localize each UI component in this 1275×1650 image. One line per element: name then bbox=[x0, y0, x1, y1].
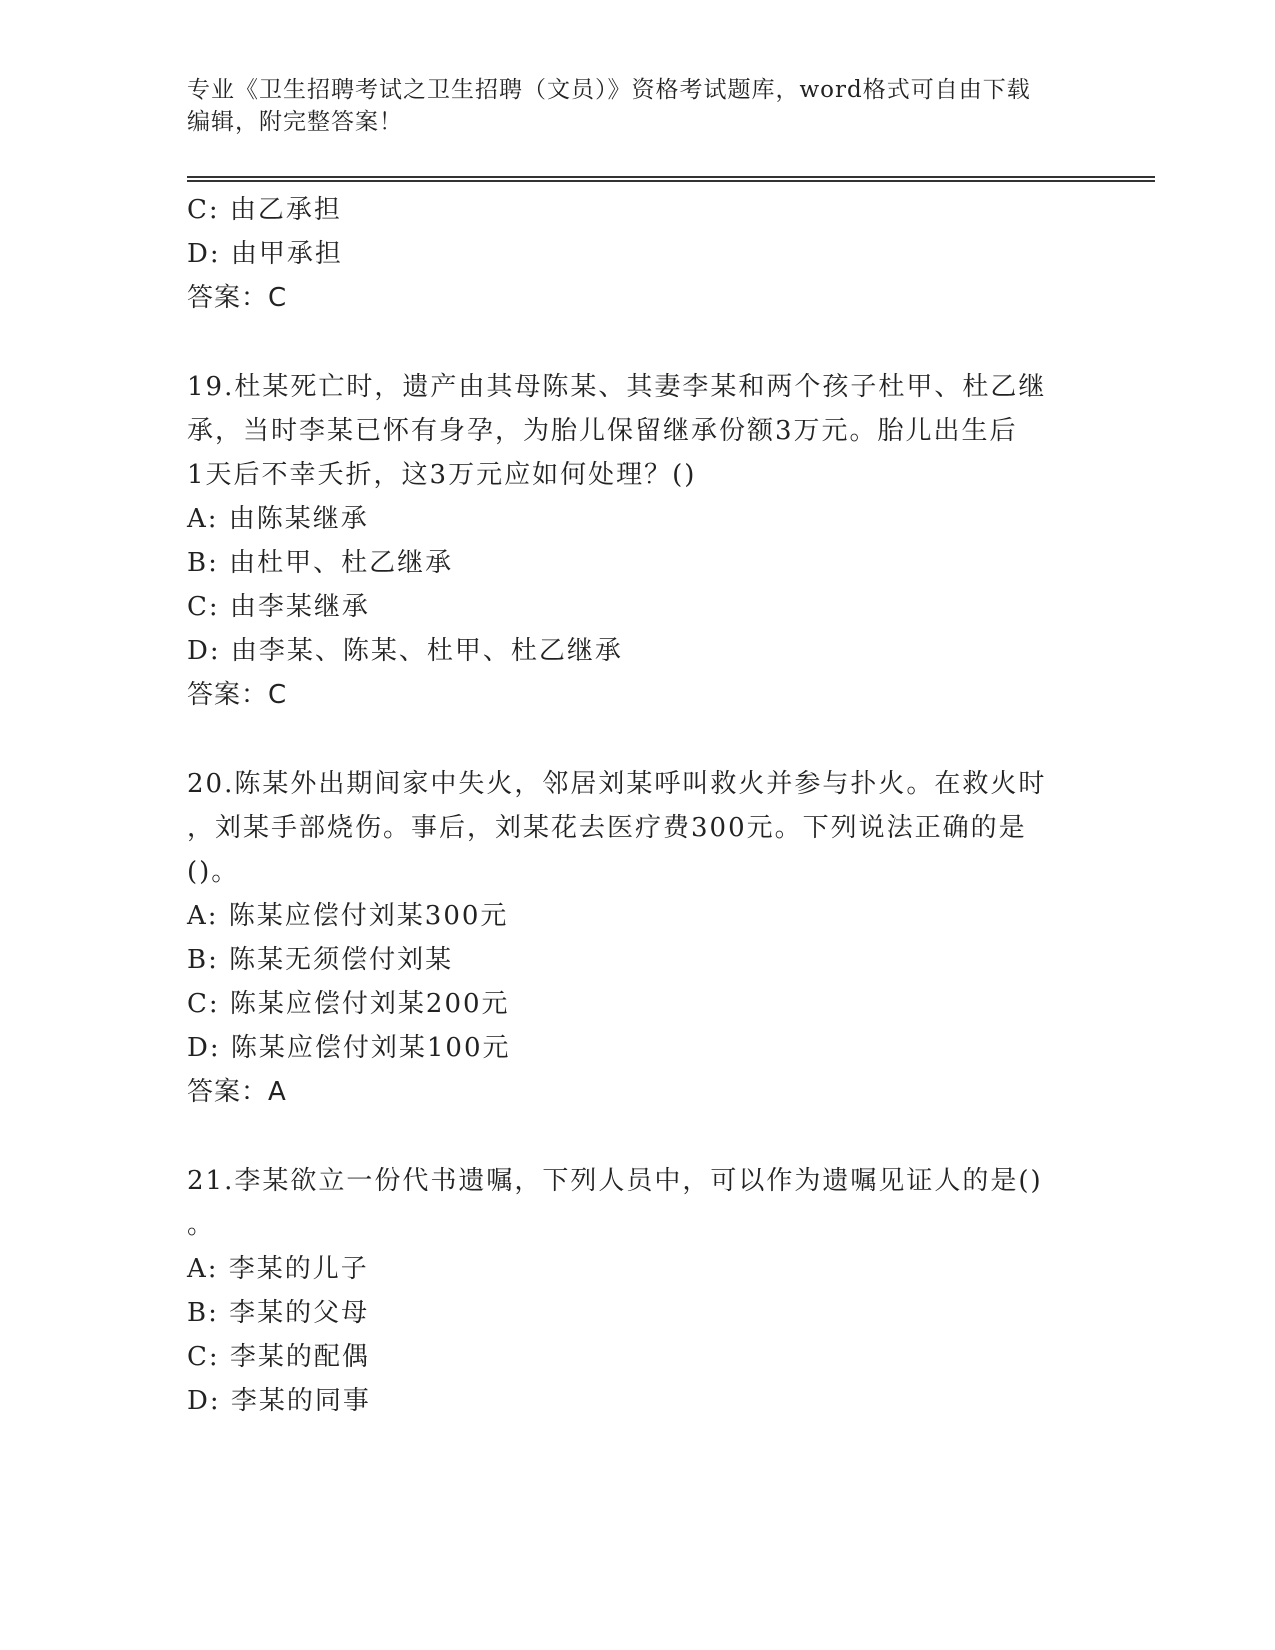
q19-stem-line-2: 承，当时李某已怀有身孕，为胎儿保留继承份额3万元。胎儿出生后 bbox=[187, 416, 1018, 446]
q20-answer: 答案：A bbox=[187, 1077, 287, 1107]
q20-stem-line-2: ，刘某手部烧伤。事后，刘某花去医疗费300元。下列说法正确的是 bbox=[187, 813, 1027, 843]
header-divider bbox=[187, 176, 1155, 182]
q20-option-b: B: 陈某无须偿付刘某 bbox=[187, 945, 454, 975]
q21-option-b: B: 李某的父母 bbox=[187, 1298, 370, 1328]
q19-option-d: D: 由李某、陈某、杜甲、杜乙继承 bbox=[187, 636, 623, 666]
q20-option-d: D: 陈某应偿付刘某100元 bbox=[187, 1033, 511, 1063]
q19-answer: 答案：C bbox=[187, 680, 288, 710]
q19-option-a: A: 由陈某继承 bbox=[187, 504, 369, 534]
q21-option-d: D: 李某的同事 bbox=[187, 1386, 371, 1416]
q21-option-c: C: 李某的配偶 bbox=[187, 1342, 370, 1372]
header-line-1: 专业《卫生招聘考试之卫生招聘（文员）》资格考试题库，word格式可自由下载 bbox=[187, 77, 1031, 103]
q21-stem-line-2: 。 bbox=[187, 1210, 216, 1240]
q20-stem-line-1: 20.陈某外出期间家中失火，邻居刘某呼叫救火并参与扑火。在救火时 bbox=[187, 769, 1047, 799]
q19-stem-line-1: 19.杜某死亡时，遗产由其母陈某、其妻李某和两个孩子杜甲、杜乙继 bbox=[187, 372, 1047, 402]
q19-option-b: B: 由杜甲、杜乙继承 bbox=[187, 548, 454, 578]
prev-answer: 答案：C bbox=[187, 283, 288, 313]
q19-stem-line-3: 1天后不幸夭折，这3万元应如何处理？() bbox=[187, 460, 697, 490]
q21-option-a: A: 李某的儿子 bbox=[187, 1254, 369, 1284]
q21-stem-line-1: 21.李某欲立一份代书遗嘱，下列人员中，可以作为遗嘱见证人的是() bbox=[187, 1166, 1043, 1196]
document-header bbox=[187, 74, 1087, 138]
q20-stem-line-3: ()。 bbox=[187, 857, 240, 887]
q20-option-a: A: 陈某应偿付刘某300元 bbox=[187, 901, 509, 931]
header-line-2: 编辑，附完整答案！ bbox=[187, 109, 403, 135]
q19-option-c: C: 由李某继承 bbox=[187, 592, 370, 622]
prev-option-d: D: 由甲承担 bbox=[187, 239, 343, 269]
prev-option-c: C: 由乙承担 bbox=[187, 195, 342, 225]
q20-option-c: C: 陈某应偿付刘某200元 bbox=[187, 989, 510, 1019]
